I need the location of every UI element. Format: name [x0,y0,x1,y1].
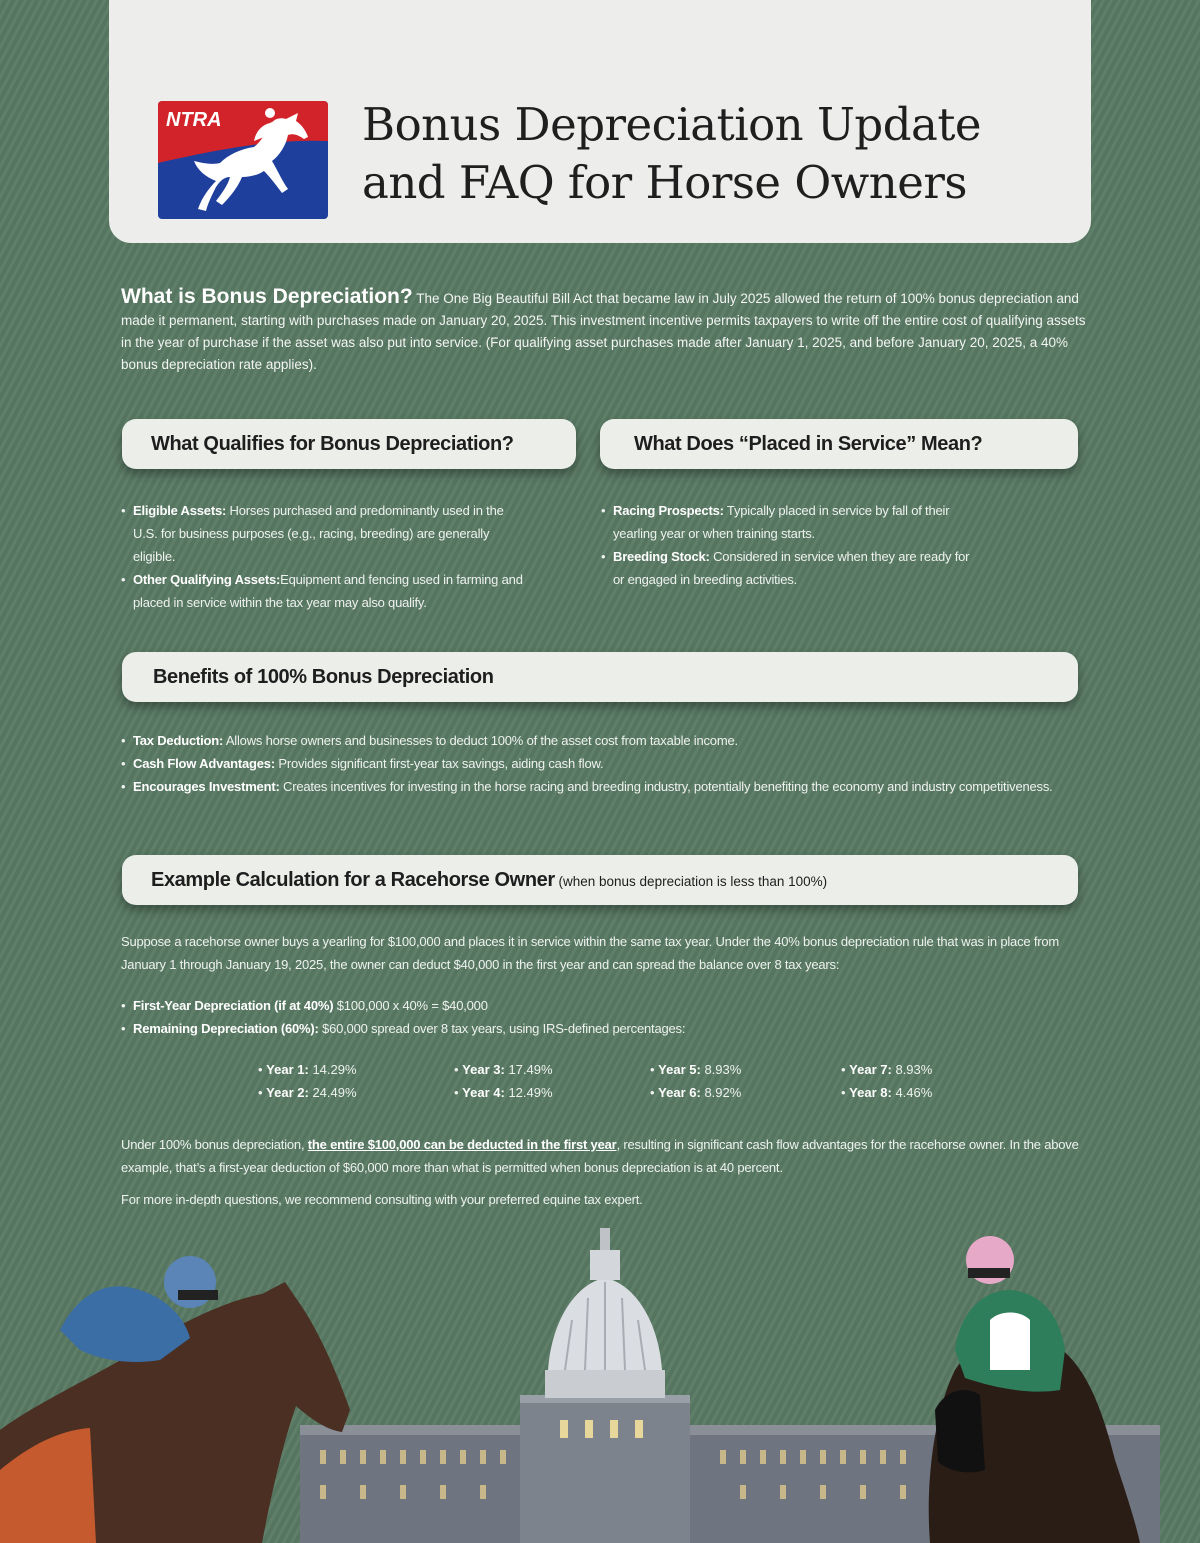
intro-paragraph [121,286,1086,376]
item-text: Creates incentives for investing in the horse racing and breeding industry, potentially benefiting the economy and industry competitiveness. [279,779,1053,794]
item-text: Horses purchased and predominantly used in the U.S. for business purposes (e.g., racing, breeding) are generally eligible. [133,503,504,564]
year-value: 12.49% [504,1085,553,1100]
conclusion-pre: Under 100% bonus depreciation, [121,1137,308,1152]
year-label: Year 6: [658,1085,701,1100]
intro-lead: What is Bonus Depreciation? [121,285,413,308]
ntra-logo [158,101,328,219]
year-item: • Year 5: 8.93% [650,1062,742,1077]
qualifies-heading [122,419,576,469]
year-value: 8.93% [891,1062,933,1077]
right-racehorse-jockey-image [929,1236,1140,1543]
capitol-and-racehorses-illustration [0,1220,1200,1543]
list-item [121,994,1056,1017]
page-title [362,96,1082,212]
year-value: 24.49% [308,1085,357,1100]
qualifies-heading-text: What Qualifies for Bonus Depreciation? [151,433,514,455]
example-heading-sub: (when bonus depreciation is less than 100%) [554,874,828,889]
item-text: Considered in service when they are ready for or engaged in breeding activities. [613,549,970,587]
item-term: First-Year Depreciation (if at 40%) [133,998,334,1013]
year-label: Year 2: [266,1085,309,1100]
example-heading-text: Example Calculation for a Racehorse Owner [151,869,555,891]
year-label: Year 4: [462,1085,505,1100]
left-racehorse-jockey-image [0,1256,350,1543]
title-line-1: Bonus Depreciation Update [362,98,982,151]
year-value: 8.92% [700,1085,742,1100]
item-term: Eligible Assets: [133,503,227,518]
intro-body: The One Big Beautiful Bill Act that became law in July 2025 allowed the return of 100% bonus depreciation and made it permanent, starting with purchases made on January 20, 2025. This investment incentive permits taxpayers to write off the entire cost of qualifying assets in the year of purchase if the asset was also put into service. (For qualifying asset purchases made after January 1, 2025, and before January 20, 2025, a 40% bonus depreciation rate applies). [121,291,1086,372]
item-term: Encourages Investment: [133,779,280,794]
item-text: Typically placed in service by fall of their yearling year or when training starts. [613,503,950,541]
list-item [121,499,526,568]
list-item [601,499,976,545]
year-value: 8.93% [700,1062,742,1077]
item-term: Remaining Depreciation (60%): [133,1021,319,1036]
conclusion-post: , resulting in significant cash flow advantages for the racehorse owner. In the above example, that’s a first-year deduction of $60,000 more than what is permitted when bonus depreciation is at 40 percent. [121,1137,1079,1175]
conclusion-emphasis: the entire $100,000 can be deducted in the first year [307,1137,617,1152]
year-item: • Year 4: 12.49% [454,1085,553,1100]
year-item: • Year 8: 4.46% [841,1085,933,1100]
list-item [121,775,1056,798]
example-intro: Suppose a racehorse owner buys a yearling for $100,000 and places it in service within the same tax year. Under the 40% bonus depreciation rule that was in place from January 1 through January 19, 2025, the owner can deduct $40,000 in the first year and can spread the balance over 8 tax years: [121,934,1060,972]
benefits-heading-text: Benefits of 100% Bonus Depreciation [153,666,494,688]
item-term: Other Qualifying Assets: [133,572,281,587]
year-value: 4.46% [891,1085,933,1100]
year-item: • Year 3: 17.49% [454,1062,553,1077]
example-heading [122,855,1078,905]
list-item [601,545,976,591]
year-value: 17.49% [504,1062,553,1077]
item-term: Breeding Stock: [613,549,710,564]
list-item [121,1017,1056,1040]
item-term: Cash Flow Advantages: [133,756,275,771]
list-item [121,568,526,614]
closing-paragraph: For more in-depth questions, we recommend consulting with your preferred equine tax expert. [121,1192,643,1207]
qualifies-list [121,499,526,614]
year-item: • Year 7: 8.93% [841,1062,933,1077]
list-item [121,752,1056,775]
item-text: Provides significant first-year tax savings, aiding cash flow. [274,756,604,771]
placed-heading [600,419,1078,469]
list-item [121,729,1056,752]
year-label: Year 7: [849,1062,892,1077]
year-label: Year 8: [849,1085,892,1100]
placed-list [601,499,976,591]
svg-text:NTRA: NTRA [166,109,222,131]
conclusion-paragraph [121,1133,1086,1179]
item-text: Allows horse owners and businesses to deduct 100% of the asset cost from taxable income. [223,733,738,748]
item-term: Tax Deduction: [133,733,224,748]
year-item: • Year 1: 14.29% [258,1062,357,1077]
year-label: Year 5: [658,1062,701,1077]
year-label: Year 3: [462,1062,505,1077]
item-text: $100,000 x 40% = $40,000 [333,998,488,1013]
item-text: $60,000 spread over 8 tax years, using IRS-defined percentages: [318,1021,686,1036]
example-list [121,994,1056,1040]
item-term: Racing Prospects: [613,503,724,518]
year-item: • Year 6: 8.92% [650,1085,742,1100]
benefits-list [121,729,1056,798]
benefits-heading [122,652,1078,702]
title-line-2: and FAQ for Horse Owners [362,156,967,209]
item-text: Equipment and fencing used in farming and placed in service within the tax year may also qualify. [133,572,523,610]
placed-heading-text: What Does “Placed in Service” Mean? [634,433,983,455]
year-value: 14.29% [308,1062,357,1077]
year-label: Year 1: [266,1062,309,1077]
year-item: • Year 2: 24.49% [258,1085,357,1100]
